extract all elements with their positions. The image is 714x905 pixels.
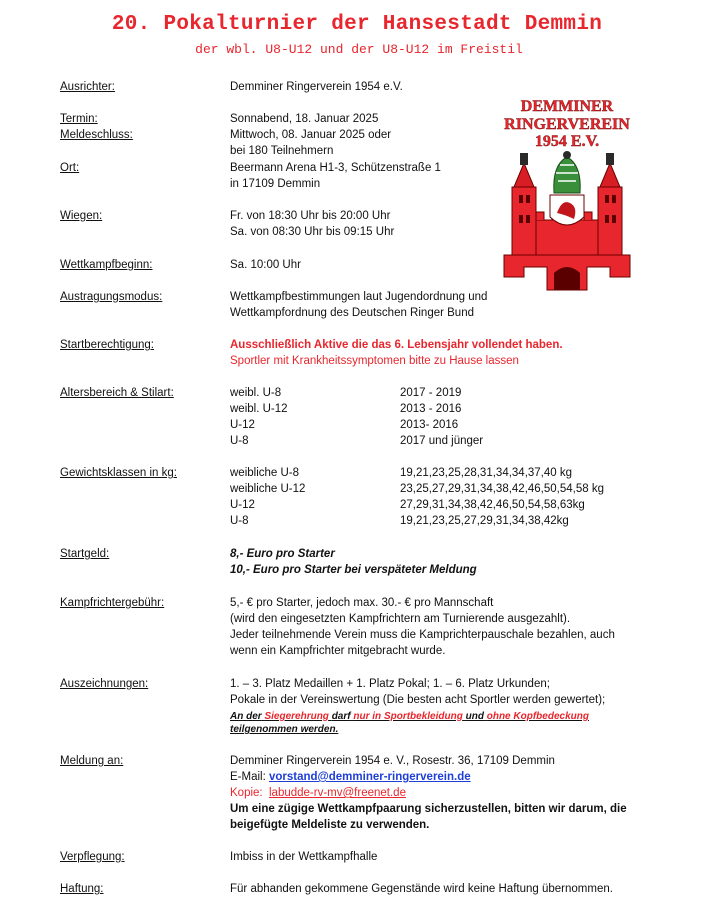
value-wettkampfbeginn: Sa. 10:00 Uhr	[230, 259, 301, 271]
value-wiegen-2: Sa. von 08:30 Uhr bis 09:15 Uhr	[230, 226, 395, 238]
label-gewichtsklassen: Gewichtsklassen in kg:	[60, 467, 177, 479]
value-startgeld-2: 10,- Euro pro Starter bei verspäteter Meldung	[230, 564, 477, 576]
note-part: darf	[331, 711, 351, 722]
altersbereich-klasse: U-12	[230, 419, 255, 431]
castle-emblem	[504, 151, 630, 290]
value-meldeschluss-2: bei 180 Teilnehmern	[230, 145, 334, 157]
logo-line-3: 1954 E.V.	[534, 133, 600, 150]
value-auszeichnungen-1: 1. – 3. Platz Medaillen + 1. Platz Pokal; 1. – 6. Platz Urkunden;	[230, 678, 550, 690]
label-meldung: Meldung an:	[60, 755, 124, 767]
logo-line-2: RINGERVEREIN	[504, 116, 630, 133]
label-wettkampfbeginn: Wettkampfbeginn:	[60, 259, 153, 271]
note-part: Siegerehrung	[264, 711, 329, 722]
label-meldeschluss: Meldeschluss:	[60, 129, 133, 141]
label-startberechtigung: Startberechtigung:	[60, 339, 154, 351]
note-part: nur in Sportbekleidung	[353, 711, 463, 722]
value-wiegen-1: Fr. von 18:30 Uhr bis 20:00 Uhr	[230, 210, 391, 222]
note-part: ohne Kopfbedeckung	[486, 711, 589, 722]
altersbereich-jahr: 2017 - 2019	[400, 387, 462, 399]
value-termin: Sonnabend, 18. Januar 2025	[230, 113, 379, 125]
gewichtsklasse-name: U-8	[230, 515, 249, 527]
label-altersbereich: Altersbereich & Stilart:	[60, 387, 174, 399]
altersbereich-jahr: 2017 und jünger	[400, 435, 484, 447]
gewichtsklasse-werte: 19,21,23,25,27,29,31,34,38,42kg	[400, 515, 569, 527]
page-title: 20. Pokalturnier der Hansestadt Demmin	[111, 13, 603, 36]
note-part: und	[465, 711, 484, 722]
note-part: An der	[230, 711, 262, 722]
label-ort: Ort:	[60, 162, 80, 174]
value-meldung-adresse: Demminer Ringerverein 1954 e. V., Rosestr. 36, 17109 Demmin	[230, 755, 555, 767]
value-startberechtigung-2: Sportler mit Krankheitssymptomen bitte zu Hause lassen	[230, 355, 519, 367]
value-meldeschluss-1: Mittwoch, 08. Januar 2025 oder	[230, 129, 392, 141]
value-ort-2: in 17109 Demmin	[230, 178, 321, 190]
label-termin: Termin:	[60, 113, 98, 125]
value-verpflegung: Imbiss in der Wettkampfhalle	[230, 851, 378, 863]
label-kampfrichtergebuehr: Kampfrichtergebühr:	[60, 597, 165, 609]
email-link[interactable]: vorstand@demminer-ringerverein.de	[268, 771, 471, 783]
value-startgeld-1: 8,- Euro pro Starter	[230, 548, 335, 560]
value-meldung-4: Um eine zügige Wettkampfpaarung sicherzustellen, bitten wir darum, die	[230, 803, 627, 815]
label-haftung: Haftung:	[60, 883, 104, 895]
value-meldung-5: beigefügte Meldeliste zu verwenden.	[230, 819, 430, 831]
club-logo	[492, 95, 642, 300]
label-ausrichter: Ausrichter:	[60, 81, 115, 93]
value-austragungsmodus-2: Wettkampfordnung des Deutschen Ringer Bund	[230, 307, 474, 319]
altersbereich-klasse: weibl. U-8	[230, 387, 282, 399]
altersbereich-jahr: 2013 - 2016	[400, 403, 462, 415]
label-auszeichnungen: Auszeichnungen:	[60, 678, 149, 690]
label-austragungsmodus: Austragungsmodus:	[60, 291, 163, 303]
altersbereich-klasse: U-8	[230, 435, 249, 447]
meldung-kopie-row	[230, 787, 406, 799]
gewichtsklasse-name: U-12	[230, 499, 255, 511]
value-startberechtigung-1: Ausschließlich Aktive die das 6. Lebensjahr vollendet haben.	[230, 339, 563, 351]
value-kampfrichter-2: (wird den eingesetzten Kampfrichtern am Turnierende ausgezahlt).	[230, 613, 571, 625]
page-subtitle: der wbl. U8-U12 und der U8-U12 im Freistil	[195, 42, 523, 57]
value-auszeichnungen-2: Pokale in der Vereinswertung (Die besten acht Sportler werden gewertet);	[230, 694, 606, 706]
gewichtsklasse-werte: 23,25,27,29,31,34,38,42,46,50,54,58 kg	[400, 483, 604, 495]
label-wiegen: Wiegen:	[60, 210, 103, 222]
value-kampfrichter-4: wenn ein Kampfrichter mitgebracht wurde.	[230, 645, 446, 657]
value-kampfrichter-1: 5,- € pro Starter, jedoch max. 30.- € pro Mannschaft	[230, 597, 494, 609]
label-verpflegung: Verpflegung:	[60, 851, 125, 863]
gewichtsklasse-werte: 27,29,31,34,38,42,46,50,54,58,63kg	[400, 499, 585, 511]
meldung-email-row	[230, 771, 471, 783]
value-austragungsmodus-1: Wettkampfbestimmungen laut Jugendordnung und	[230, 291, 488, 303]
kopie-email-link[interactable]: labudde-rv-mv@freenet.de	[269, 787, 406, 799]
logo-line-1: DEMMINER	[520, 98, 614, 115]
gewichtsklasse-name: weibliche U-8	[230, 467, 300, 479]
value-haftung: Für abhanden gekommene Gegenstände wird keine Haftung übernommen.	[230, 883, 613, 895]
value-kampfrichter-3: Jeder teilnehmende Verein muss die Kamprichterpauschale bezahlen, auch	[230, 629, 615, 641]
auszeichnungen-note	[230, 711, 589, 722]
altersbereich-jahr: 2013- 2016	[400, 419, 459, 431]
value-ausrichter: Demminer Ringerverein 1954 e.V.	[230, 81, 403, 93]
altersbereich-klasse: weibl. U-12	[230, 403, 288, 415]
value-ort-1: Beermann Arena H1-3, Schützenstraße 1	[230, 162, 441, 174]
gewichtsklasse-werte: 19,21,23,25,28,31,34,34,37,40 kg	[400, 467, 573, 479]
label-startgeld: Startgeld:	[60, 548, 110, 560]
gewichtsklasse-name: weibliche U-12	[230, 483, 306, 495]
email-label: E-Mail:	[230, 771, 266, 783]
auszeichnungen-note-2: teilgenommen werden.	[230, 724, 339, 735]
kopie-label: Kopie:	[230, 787, 263, 799]
